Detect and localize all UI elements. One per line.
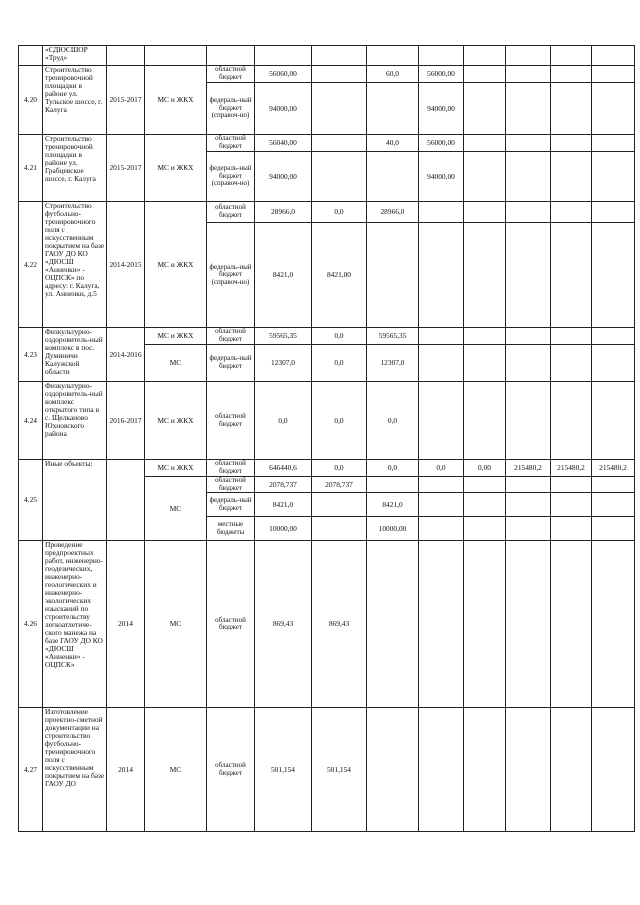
amount-2018 <box>506 328 551 345</box>
amount-2018 <box>506 345 551 382</box>
amount-2015: 12307,0 <box>367 345 419 382</box>
amount-2015 <box>367 46 419 66</box>
amount-2018 <box>506 223 551 328</box>
amount-2016 <box>419 477 464 493</box>
item-executor: МС и ЖКХ <box>145 382 207 460</box>
amount-2019 <box>551 152 592 202</box>
budget-table-page <box>18 45 635 832</box>
item-name: Иные объекты: <box>43 460 107 541</box>
amount-2016: 94000,00 <box>419 152 464 202</box>
amount-2014 <box>312 83 367 135</box>
table-row <box>19 66 635 83</box>
amount-2016 <box>419 493 464 517</box>
amount-2014: 501,154 <box>312 708 367 832</box>
amount-2019 <box>551 493 592 517</box>
amount-2017 <box>464 517 506 541</box>
item-executor: МС и ЖКХ <box>145 66 207 135</box>
funding-source: местные бюджеты <box>207 517 255 541</box>
amount-2018 <box>506 477 551 493</box>
item-name: «СДЮСШОР «Труд» <box>43 46 107 66</box>
amount-2016: 0,0 <box>419 460 464 477</box>
amount-2018 <box>506 66 551 83</box>
amount-2014: 0,0 <box>312 202 367 223</box>
funding-source <box>207 46 255 66</box>
amount-2016 <box>419 202 464 223</box>
item-number: 4.25 <box>19 460 43 541</box>
amount-2019 <box>551 202 592 223</box>
amount-total: 56060,00 <box>255 66 312 83</box>
table-row <box>19 328 635 345</box>
item-executor: МС <box>145 345 207 382</box>
amount-2016 <box>419 223 464 328</box>
funding-source: областной бюджет <box>207 66 255 83</box>
funding-source: федераль-ный бюджет <box>207 345 255 382</box>
amount-2019 <box>551 46 592 66</box>
item-number: 4.21 <box>19 135 43 202</box>
amount-2016 <box>419 708 464 832</box>
item-executor: МС <box>145 477 207 541</box>
item-period: 2015-2017 <box>107 135 145 202</box>
amount-2018 <box>506 135 551 152</box>
item-number: 4.26 <box>19 541 43 708</box>
amount-2018 <box>506 382 551 460</box>
item-name: Строительство тренировочной площадки в районе ул. Грабцевское шоссе, г. Калуга <box>43 135 107 202</box>
item-period <box>107 460 145 541</box>
item-executor <box>145 46 207 66</box>
amount-2020 <box>592 517 635 541</box>
amount-2016: 56000,00 <box>419 135 464 152</box>
amount-2015 <box>367 152 419 202</box>
amount-2017 <box>464 345 506 382</box>
amount-2019 <box>551 328 592 345</box>
amount-2015: 0,0 <box>367 382 419 460</box>
amount-2018 <box>506 493 551 517</box>
amount-2017 <box>464 135 506 152</box>
amount-total: 501,154 <box>255 708 312 832</box>
item-number: 4.24 <box>19 382 43 460</box>
item-number: 4.22 <box>19 202 43 328</box>
table-row <box>19 46 635 66</box>
amount-2019 <box>551 83 592 135</box>
amount-2016 <box>419 382 464 460</box>
amount-2017 <box>464 477 506 493</box>
funding-source: областной бюджет <box>207 328 255 345</box>
amount-2019 <box>551 223 592 328</box>
item-name: Строительство футбольно-тренировочного поля с искусственным покрытием на базе ГАОУ ДО КО «ДЮСШ «Анненки» - ОЦПСК» по адресу: г. Калуга, ул. Анненки, д.5 <box>43 202 107 328</box>
item-executor: МС и ЖКХ <box>145 328 207 345</box>
amount-2015: 59565,35 <box>367 328 419 345</box>
amount-2014 <box>312 66 367 83</box>
amount-2016: 94000,00 <box>419 83 464 135</box>
funding-source: федераль-ный бюджет (справоч-но) <box>207 83 255 135</box>
amount-2017 <box>464 83 506 135</box>
amount-2019 <box>551 135 592 152</box>
funding-source: областной бюджет <box>207 202 255 223</box>
amount-total: 8421,0 <box>255 223 312 328</box>
funding-source: областной бюджет <box>207 708 255 832</box>
item-executor: МС <box>145 708 207 832</box>
amount-total: 2078,737 <box>255 477 312 493</box>
amount-2019: 215480,2 <box>551 460 592 477</box>
amount-2018 <box>506 83 551 135</box>
amount-2014: 8421,00 <box>312 223 367 328</box>
amount-2017 <box>464 382 506 460</box>
amount-2015: 40,0 <box>367 135 419 152</box>
amount-2014: 0,0 <box>312 460 367 477</box>
amount-2015: 8421,0 <box>367 493 419 517</box>
amount-2017 <box>464 493 506 517</box>
amount-2019 <box>551 345 592 382</box>
amount-2014 <box>312 517 367 541</box>
amount-2018 <box>506 517 551 541</box>
amount-total: 94000,00 <box>255 83 312 135</box>
amount-2020 <box>592 493 635 517</box>
amount-2018: 215480,2 <box>506 460 551 477</box>
amount-2015 <box>367 223 419 328</box>
amount-2015: 60,0 <box>367 66 419 83</box>
item-period: 2015-2017 <box>107 66 145 135</box>
amount-2020 <box>592 541 635 708</box>
amount-2015: 28966,0 <box>367 202 419 223</box>
amount-2020 <box>592 66 635 83</box>
item-name: Строительство тренировочной площадки в районе ул. Тульское шоссе, г. Калуга <box>43 66 107 135</box>
table-row <box>19 708 635 832</box>
item-number: 4.23 <box>19 328 43 382</box>
amount-total: 12307,0 <box>255 345 312 382</box>
item-number: 4.27 <box>19 708 43 832</box>
amount-2015 <box>367 477 419 493</box>
amount-total: 28966,0 <box>255 202 312 223</box>
amount-2019 <box>551 541 592 708</box>
amount-total: 0,0 <box>255 382 312 460</box>
amount-2019 <box>551 66 592 83</box>
budget-table <box>18 45 635 832</box>
amount-2015: 0,0 <box>367 460 419 477</box>
amount-2020 <box>592 328 635 345</box>
amount-2019 <box>551 517 592 541</box>
table-row <box>19 460 635 477</box>
item-period: 2014-2015 <box>107 202 145 328</box>
amount-2020 <box>592 477 635 493</box>
amount-2014 <box>312 135 367 152</box>
amount-total: 646440,6 <box>255 460 312 477</box>
funding-source: областной бюджет <box>207 460 255 477</box>
item-period: 2016-2017 <box>107 382 145 460</box>
item-executor: МС и ЖКХ <box>145 460 207 477</box>
amount-2020 <box>592 135 635 152</box>
amount-total: 59565,35 <box>255 328 312 345</box>
amount-2015: 10000,00 <box>367 517 419 541</box>
amount-2014: 2078,737 <box>312 477 367 493</box>
item-number: 4.20 <box>19 66 43 135</box>
table-row <box>19 382 635 460</box>
amount-2020 <box>592 202 635 223</box>
amount-2016 <box>419 328 464 345</box>
amount-2014 <box>312 152 367 202</box>
amount-2017 <box>464 541 506 708</box>
amount-2018 <box>506 708 551 832</box>
amount-2017 <box>464 46 506 66</box>
funding-source: областной бюджет <box>207 477 255 493</box>
amount-total: 56040,00 <box>255 135 312 152</box>
amount-2020 <box>592 708 635 832</box>
amount-2017 <box>464 152 506 202</box>
funding-source: областной бюджет <box>207 541 255 708</box>
item-name: Проведение предпроектных работ, инженерно-геодезических, инженерно-геологических и инженерно-экологических изысканий по строительству легкоатлетиче-ского манежа на базе ГАОУ ДО КО «ДЮСШ «Анненки» - ОЦПСК» <box>43 541 107 708</box>
amount-2018 <box>506 541 551 708</box>
amount-total: 8421,0 <box>255 493 312 517</box>
amount-2014: 0,0 <box>312 345 367 382</box>
amount-2020 <box>592 345 635 382</box>
amount-2020 <box>592 382 635 460</box>
amount-2020 <box>592 46 635 66</box>
item-executor: МС и ЖКХ <box>145 135 207 202</box>
funding-source: федераль-ный бюджет (справоч-но) <box>207 223 255 328</box>
table-row <box>19 541 635 708</box>
funding-source: областной бюджет <box>207 382 255 460</box>
amount-total <box>255 46 312 66</box>
amount-total: 869,43 <box>255 541 312 708</box>
amount-2016 <box>419 345 464 382</box>
funding-source: федераль-ный бюджет <box>207 493 255 517</box>
amount-total: 10000,00 <box>255 517 312 541</box>
amount-total: 94000,00 <box>255 152 312 202</box>
funding-source: областной бюджет <box>207 135 255 152</box>
budget-table-body <box>19 46 635 832</box>
table-row <box>19 202 635 223</box>
amount-2020: 215480,2 <box>592 460 635 477</box>
amount-2017 <box>464 328 506 345</box>
amount-2016 <box>419 46 464 66</box>
item-name: Физкультурно-оздоровитель-ный комплекс в пос. Думиничи Калужской области <box>43 328 107 382</box>
amount-2020 <box>592 83 635 135</box>
amount-2018 <box>506 152 551 202</box>
item-period <box>107 46 145 66</box>
amount-2014 <box>312 493 367 517</box>
item-name: Физкультурно-оздоровитель-ный комплекс открытого типа в с. Щелканово Юхновского района <box>43 382 107 460</box>
amount-2020 <box>592 152 635 202</box>
amount-2017 <box>464 66 506 83</box>
funding-source: федераль-ный бюджет (справоч-но) <box>207 152 255 202</box>
item-executor: МС <box>145 541 207 708</box>
item-number <box>19 46 43 66</box>
amount-2014: 869,43 <box>312 541 367 708</box>
item-executor: МС и ЖКХ <box>145 202 207 328</box>
amount-2015 <box>367 708 419 832</box>
amount-2017 <box>464 202 506 223</box>
item-period: 2014 <box>107 708 145 832</box>
item-name: Изготовление проектно-сметной документации на строительство футбольно-тренировочного поля с искусственным покрытием на базе ГАОУ ДО <box>43 708 107 832</box>
amount-2016 <box>419 517 464 541</box>
amount-2019 <box>551 382 592 460</box>
amount-2015 <box>367 541 419 708</box>
amount-2018 <box>506 46 551 66</box>
amount-2014: 0,0 <box>312 328 367 345</box>
table-row <box>19 135 635 152</box>
amount-2015 <box>367 83 419 135</box>
amount-2017: 0,00 <box>464 460 506 477</box>
amount-2014 <box>312 46 367 66</box>
amount-2017 <box>464 223 506 328</box>
amount-2016 <box>419 541 464 708</box>
amount-2019 <box>551 477 592 493</box>
amount-2014: 0,0 <box>312 382 367 460</box>
item-period: 2014-2016 <box>107 328 145 382</box>
amount-2020 <box>592 223 635 328</box>
amount-2017 <box>464 708 506 832</box>
amount-2019 <box>551 708 592 832</box>
amount-2016: 56000,00 <box>419 66 464 83</box>
item-period: 2014 <box>107 541 145 708</box>
amount-2018 <box>506 202 551 223</box>
